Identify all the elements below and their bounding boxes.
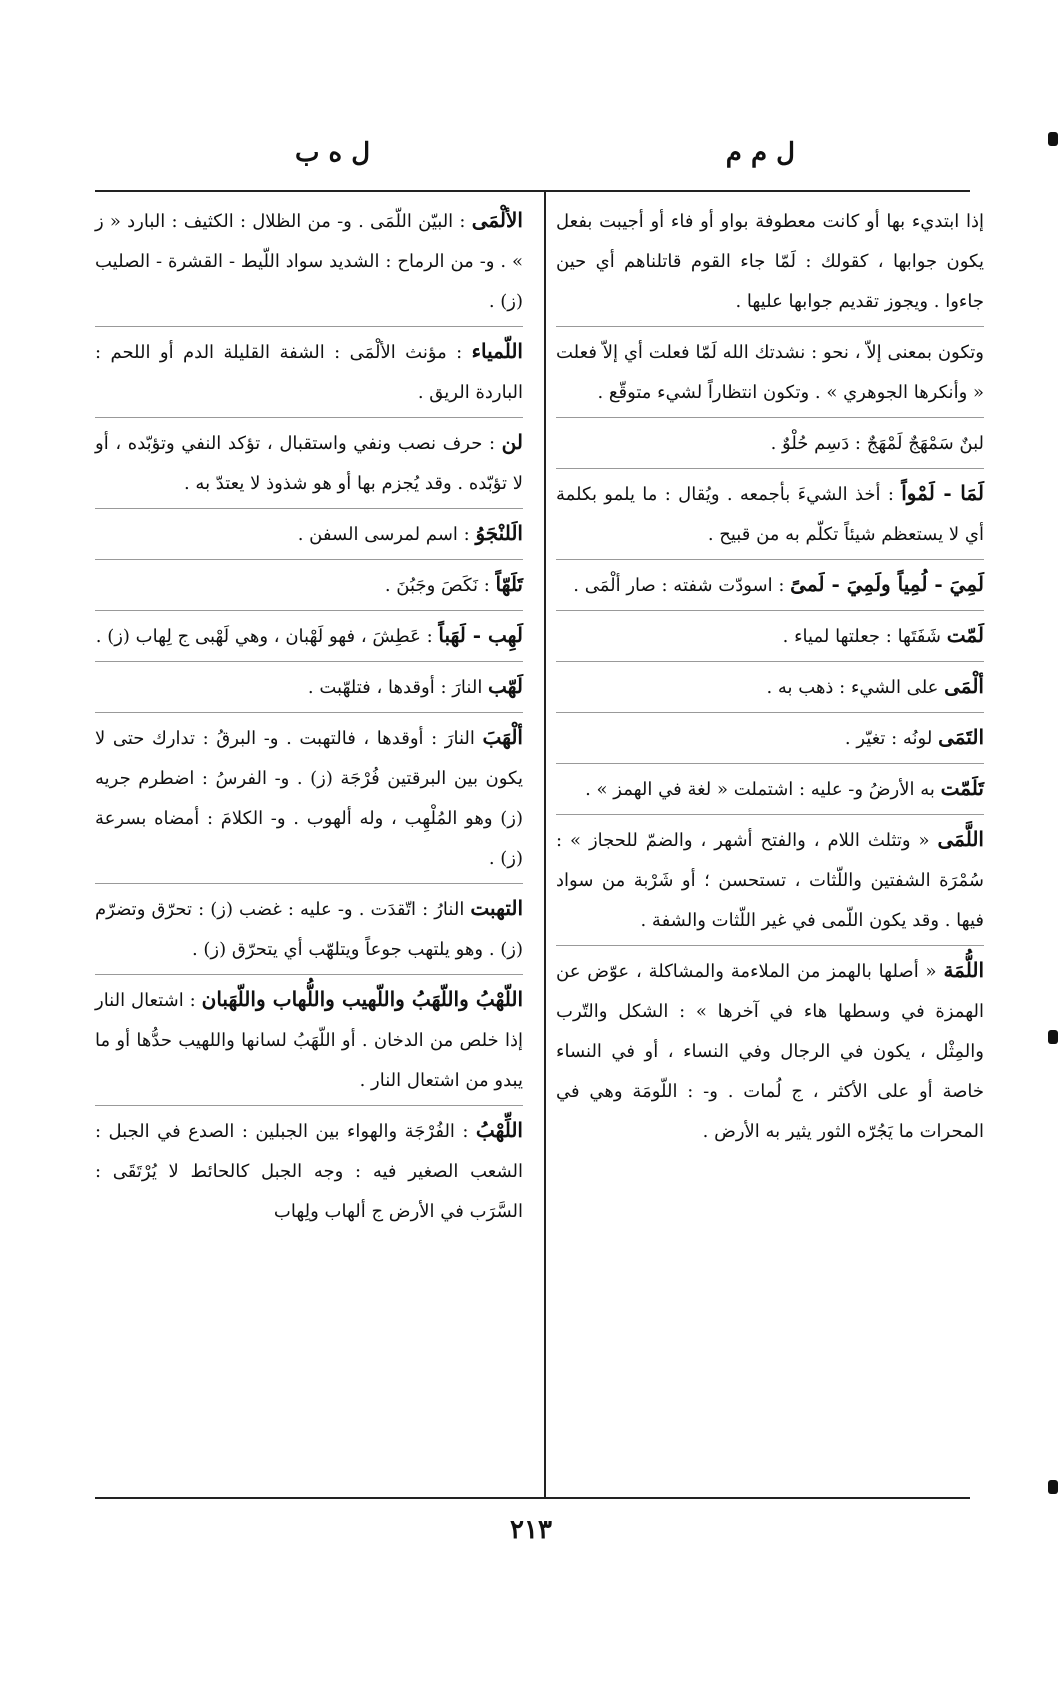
- entry: [556, 331, 984, 418]
- definition: لونُه : تغيّر .: [844, 728, 939, 749]
- headword: لَمَا - لَمْواً: [901, 481, 984, 505]
- headword: اللّمياء: [471, 339, 523, 363]
- top-rule: [95, 190, 970, 192]
- headword: لَهِب - لَهَباً: [438, 623, 523, 647]
- definition: النارَ : أوقدها ، فالتهبت . و- البرقُ : تدارك حتى لا يكون بين البرقتين فُرْجَة (ز) . و- الفرسُ : اضطرم جريه (ز) وهو المُلْهِب ، وله ألهوب . و- الكلامَ : أمضاه بسرعة (ز) .: [95, 728, 523, 869]
- definition: : نَكَصَ وجَبُنَ .: [384, 575, 496, 596]
- headword: تَلَمّت: [940, 776, 984, 800]
- entry: [556, 717, 984, 764]
- page-header: [95, 138, 970, 178]
- headword: لَمّت: [946, 623, 984, 647]
- definition: « أصلها بالهمز من الملاءمة والمشاكلة ، عوّض عن الهمزة في وسطها هاء في آخرها » : الشكل والتّرب والمِثْل ، يكون في الرجال وفي النساء ، أو في النساء خاصة أو على الأكثر ، ج لُمات . و- : اللّومَة وهي في المحرات ما يَجُرّه الثور يثير به الأرض .: [556, 961, 984, 1142]
- page-number: ٢١٣: [510, 1515, 552, 1545]
- definition: إذا ابتديء بها أو كانت معطوفة بواو أو فاء أو أجيبت بفعل يكون جوابها ، كقولك : لَمّا جاء القوم قاتلناهم أي حين جاءوا . ويجوز تقديم جوابها عليها .: [556, 211, 984, 312]
- bottom-rule: [95, 1497, 970, 1499]
- headword: اللّهْبُ واللّهَبُ واللّهيب واللُّهاب واللّهَبان: [201, 987, 523, 1011]
- definition: شَفَتَها : جعلتها لمياء .: [782, 626, 947, 647]
- headword: التهبت: [470, 896, 523, 920]
- entry: [556, 564, 984, 611]
- scan-margin-mark: [1048, 1030, 1058, 1044]
- entry: [556, 819, 984, 946]
- headword: لن: [501, 430, 523, 454]
- entry: [556, 615, 984, 662]
- entry: [95, 979, 523, 1106]
- headword: ألْمَى: [944, 674, 984, 698]
- headword: التَمَى: [938, 725, 984, 749]
- right-column: [556, 200, 984, 1490]
- headword: اللُّمَة: [943, 958, 984, 982]
- headword: اللَّمَى: [937, 827, 984, 851]
- left-guide-word: ل ه ب: [295, 138, 371, 168]
- headword: الألْمَى: [471, 208, 523, 232]
- scan-margin-mark: [1048, 132, 1058, 146]
- column-separator: [544, 190, 546, 1497]
- entry: [95, 200, 523, 327]
- definition: : البيّن اللّمَى . و- من الظلال : الكثيف : البارد « ز » . و- من الرماح : الشديد سواد اللّيط - القشرة - الصليب (ز) .: [95, 211, 523, 312]
- definition: على الشيء : ذهب به .: [766, 677, 945, 698]
- entry: [556, 473, 984, 560]
- headword: ألْهَبَ: [482, 725, 523, 749]
- entry: [95, 888, 523, 975]
- entry: [556, 950, 984, 1156]
- entry: [95, 331, 523, 418]
- entry: [556, 768, 984, 815]
- definition: النارُ : اتّقدَت . و- عليه : غضب (ز) : تحرّق وتضرّم (ز) . وهو يلتهب جوعاً ويتلهّب أي يتحرّق (ز) .: [95, 899, 523, 960]
- entry: [95, 422, 523, 509]
- left-column: [95, 200, 523, 1490]
- definition: : اشتعال النار إذا خلص من الدخان . أو اللّهَبُ لسانها واللهيب حدُّها أو ما يبدو من اشتعال النار .: [95, 990, 523, 1091]
- definition: : اسم لمرسى السفن .: [297, 524, 476, 545]
- headword: الَلنْجَوُ: [475, 521, 523, 545]
- entry: [95, 615, 523, 662]
- entry: [556, 200, 984, 327]
- entry: [95, 666, 523, 713]
- definition: النارَ : أوقدها ، فتلهّبت .: [307, 677, 489, 698]
- headword: اللِّهْبُ: [475, 1118, 523, 1142]
- definition: : مؤنث الألْمَى : الشفة القليلة الدم أو اللحم : الباردة الريق .: [95, 342, 523, 403]
- headword: لَهّب: [488, 674, 523, 698]
- definition: : الفُرْجَة والهواء بين الجبلين : الصدع في الجبل : الشعب الصغير فيه : وجه الجبل كالحائط لا يُرْتَقَى : السَّرَب في الأرض ج ألهاب ولِهاب: [95, 1121, 523, 1222]
- headword: تَلَهّاً: [495, 572, 523, 596]
- definition: « وتثلث اللام ، والفتح أشهر ، والضمّ للحجاز » : سُمْرَة الشفتين واللّثات ، تستحسن ؛ أو شَرْبة من سواد فيها . وقد يكون اللّمى في غير اللّثات والشفة .: [556, 830, 984, 931]
- definition: لبنٌ سَمْهَجٌ لَمْهَجٌ : دَسِم حُلْوٌ .: [770, 433, 984, 454]
- entry: [95, 513, 523, 560]
- entry: [95, 717, 523, 884]
- entry: [556, 422, 984, 469]
- entry: [95, 564, 523, 611]
- right-guide-word: ل م م: [725, 138, 795, 168]
- definition: : اسودّت شفته : صار ألْمَى .: [573, 575, 791, 596]
- entry: [95, 1110, 523, 1236]
- definition: به الأرضُ و- عليه : اشتملت « لغة في الهمز » .: [585, 779, 941, 800]
- entry: [556, 666, 984, 713]
- definition: وتكون بمعنى إلاّ ، نحو : نشدتك الله لَمّا فعلت أي إلاّ فعلت « وأنكرها الجوهري » . وتكون انتظاراً لشيء متوقّع .: [556, 342, 984, 403]
- headword: لَمِيَ - لُمِياً ولَمِيَ - لَمىً: [790, 572, 984, 596]
- definition: : حرف نصب ونفي واستقبال ، تؤكد النفي وتؤبّده ، أو لا تؤبّده . وقد يُجزم بها أو هو شذوذ لا يعتدّ به .: [95, 433, 523, 494]
- definition: : أخذ الشيءَ بأجمعه . ويُقال : ما يلمو بكلمة أي لا يستعظم شيئاً تكلّم به من قبيح .: [556, 484, 984, 545]
- scan-margin-mark: [1048, 1480, 1058, 1494]
- definition: : عَطِشَ ، فهو لَهْبان ، وهي لَهْبى ج لِهاب (ز) .: [95, 626, 439, 647]
